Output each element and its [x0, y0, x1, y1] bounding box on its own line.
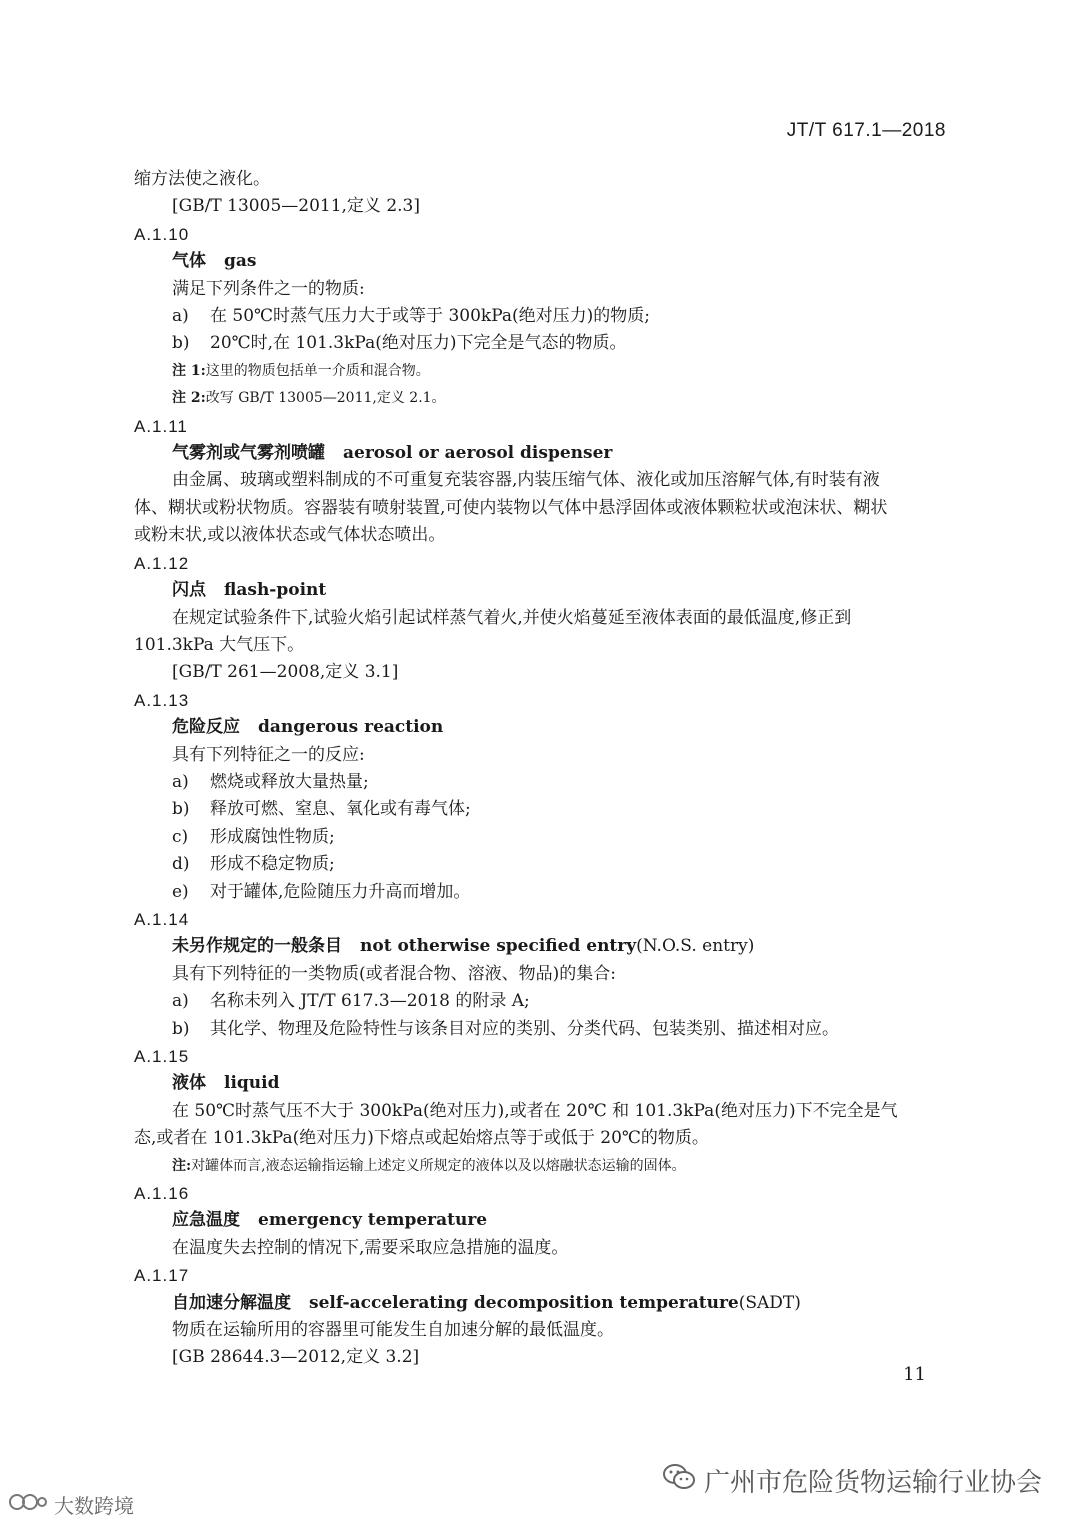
brand-logo-icon	[8, 1491, 48, 1518]
watermark-account-name: 广州市危险货物运输行业协会	[703, 1468, 1042, 1498]
wechat-icon	[662, 1462, 696, 1499]
list-marker: b)	[172, 1018, 190, 1039]
section-number: A.1.15	[134, 1047, 190, 1066]
note	[134, 385, 946, 412]
list-marker: b)	[172, 799, 190, 820]
list-marker: b)	[172, 333, 190, 354]
list-item-text: 20℃时,在 101.3kPa(绝对压力)下完全是气态的物质。	[210, 333, 627, 354]
term-cn: 气雾剂或气雾剂喷罐	[172, 443, 325, 464]
definition-line: 101.3kPa 大气压下。	[134, 634, 305, 655]
definition: 物质在运输所用的容器里可能发生自加速分解的最低温度。	[172, 1320, 614, 1341]
list-item	[134, 796, 946, 823]
list-item-text: 燃烧或释放大量热量;	[210, 771, 369, 792]
term-heading	[134, 714, 946, 741]
document-code: JT/T 617.1—2018	[786, 120, 946, 141]
term-en: gas	[224, 251, 257, 272]
term-abbreviation: (SADT)	[738, 1292, 801, 1313]
definition-line: 在 50℃时蒸气压不大于 300kPa(绝对压力),或者在 20℃ 和 101.3kPa(绝对压力)下不完全是气	[172, 1100, 898, 1121]
definition-line: 或粉末状,或以液体状态或气体状态喷出。	[134, 525, 446, 546]
term-en: self-accelerating decomposition temperature	[309, 1292, 739, 1313]
term-heading	[134, 1207, 946, 1234]
list-item-text: 形成腐蚀性物质;	[210, 826, 335, 847]
term-heading	[134, 933, 946, 960]
term-en: emergency temperature	[258, 1210, 488, 1231]
list-item	[134, 851, 946, 878]
list-item	[134, 879, 946, 906]
term-cn: 危险反应	[172, 717, 240, 738]
list-item	[134, 769, 946, 796]
term-en: liquid	[224, 1073, 280, 1094]
term-cn: 气体	[172, 251, 206, 272]
watermark-brand-name: 大数跨境	[54, 1494, 134, 1518]
page-number: 11	[903, 1364, 926, 1385]
section-number: A.1.14	[134, 909, 190, 929]
list-item-text: 形成不稳定物质;	[210, 854, 335, 875]
definition: 具有下列特征之一的反应:	[172, 744, 365, 765]
list-marker: a)	[172, 991, 189, 1012]
section-number: A.1.17	[134, 1266, 190, 1286]
definition-line: 态,或者在 101.3kPa(绝对压力)下熔点或起始熔点等于或低于 20℃的物质。	[134, 1128, 709, 1149]
term-en: not otherwise specified entry	[360, 936, 637, 957]
corner-watermark	[8, 1490, 134, 1519]
list-item	[134, 1016, 946, 1043]
list-item	[134, 330, 946, 357]
reference: [GB/T 261—2008,定义 3.1]	[172, 662, 399, 683]
note-label: 注 1:	[172, 362, 206, 379]
term-cn: 液体	[172, 1073, 206, 1094]
term-heading	[134, 248, 946, 275]
term-en: flash-point	[224, 580, 327, 601]
term-abbreviation: (N.O.S. entry)	[636, 936, 755, 957]
list-item-text: 在 50℃时蒸气压力大于或等于 300kPa(绝对压力)的物质;	[210, 306, 651, 327]
note-label: 注:	[172, 1157, 192, 1174]
reference: [GB/T 13005—2011,定义 2.3]	[172, 196, 420, 217]
term-en: aerosol or aerosol dispenser	[343, 443, 613, 464]
reference: [GB 28644.3—2012,定义 3.2]	[172, 1347, 420, 1368]
term-cn: 应急温度	[172, 1210, 240, 1231]
term-heading	[134, 1070, 946, 1097]
term-cn: 自加速分解温度	[172, 1292, 291, 1313]
term-cn: 闪点	[172, 580, 206, 601]
definition-line: 由金属、玻璃或塑料制成的不可重复充装容器,内装压缩气体、液化或加压溶解气体,有时装有液	[172, 470, 880, 491]
list-item	[134, 824, 946, 851]
section-number: A.1.11	[134, 416, 188, 436]
list-item-text: 名称未列入 JT/T 617.3—2018 的附录 A;	[210, 991, 530, 1012]
document-body	[134, 166, 946, 1372]
note-label: 注 2:	[172, 390, 206, 407]
note	[134, 358, 946, 385]
list-marker: e)	[172, 881, 189, 902]
section-number: A.1.16	[134, 1184, 190, 1204]
list-marker: d)	[172, 854, 190, 875]
term-heading	[134, 577, 946, 604]
wechat-watermark	[662, 1462, 1042, 1499]
term-cn: 未另作规定的一般条目	[172, 936, 342, 957]
continued-text: 缩方法使之液化。	[134, 169, 270, 189]
term-en: dangerous reaction	[258, 717, 444, 738]
definition-line: 在规定试验条件下,试验火焰引起试样蒸气着火,并使火焰蔓延至液体表面的最低温度,修正到	[172, 607, 852, 628]
note-text: 对罐体而言,液态运输指运输上述定义所规定的液体以及以熔融状态运输的固体。	[191, 1157, 686, 1174]
section-number: A.1.13	[134, 690, 190, 710]
definition: 具有下列特征的一类物质(或者混合物、溶液、物品)的集合:	[172, 963, 616, 984]
section-number: A.1.12	[134, 553, 190, 573]
list-item-text: 其化学、物理及危险特性与该条目对应的类别、分类代码、包装类别、描述相对应。	[210, 1018, 839, 1039]
note-text: 这里的物质包括单一介质和混合物。	[205, 362, 430, 379]
list-item	[134, 303, 946, 330]
note-text: 改写 GB/T 13005—2011,定义 2.1。	[205, 390, 446, 407]
list-item	[134, 988, 946, 1015]
definition: 在温度失去控制的情况下,需要采取应急措施的温度。	[172, 1237, 569, 1258]
list-marker: a)	[172, 306, 189, 327]
list-item-text: 对于罐体,危险随压力升高而增加。	[210, 881, 471, 902]
section-number: A.1.10	[134, 224, 190, 244]
definition: 满足下列条件之一的物质:	[172, 278, 365, 299]
list-marker: c)	[172, 826, 189, 847]
definition-line: 体、糊状或粉状物质。容器装有喷射装置,可使内装物以气体中悬浮固体或液体颗粒状或泡沫状、糊状	[134, 497, 888, 518]
list-marker: a)	[172, 771, 189, 792]
term-heading	[134, 440, 946, 467]
term-heading	[134, 1290, 946, 1317]
note	[134, 1153, 946, 1180]
list-item-text: 释放可燃、窒息、氧化或有毒气体;	[210, 799, 471, 820]
